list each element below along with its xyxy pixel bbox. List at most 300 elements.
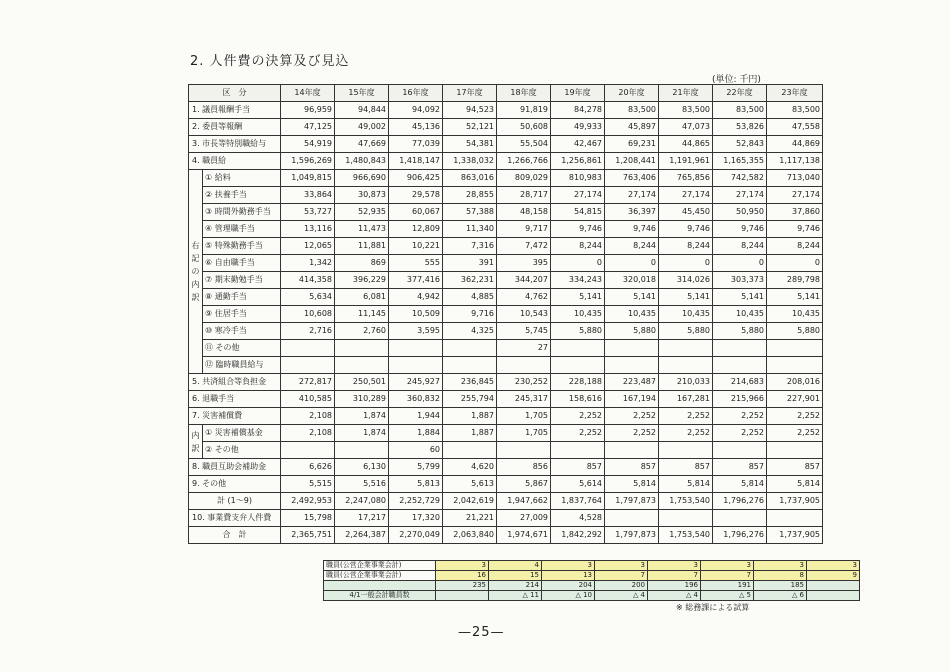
year-header: 23年度 bbox=[767, 85, 823, 102]
value-cell: 289,798 bbox=[767, 272, 823, 289]
value-cell: 10,435 bbox=[551, 306, 605, 323]
staff-value: △ 11 bbox=[489, 591, 542, 601]
value-cell bbox=[767, 510, 823, 527]
value-cell: 4,528 bbox=[551, 510, 605, 527]
value-cell: 4,885 bbox=[443, 289, 497, 306]
value-cell: 83,500 bbox=[713, 102, 767, 119]
value-cell: 5,141 bbox=[605, 289, 659, 306]
value-cell: 1,705 bbox=[497, 408, 551, 425]
value-cell: 1,947,662 bbox=[497, 493, 551, 510]
value-cell: 2,365,751 bbox=[281, 527, 335, 544]
value-cell: 17,217 bbox=[335, 510, 389, 527]
value-cell: 5,745 bbox=[497, 323, 551, 340]
value-cell: 2,252 bbox=[659, 408, 713, 425]
table-row bbox=[189, 136, 823, 153]
value-cell: 5,813 bbox=[389, 476, 443, 493]
value-cell: 9,746 bbox=[605, 221, 659, 238]
staff-label: 4/1一般会計職員数 bbox=[324, 591, 436, 601]
value-cell: 5,141 bbox=[551, 289, 605, 306]
value-cell: 11,881 bbox=[335, 238, 389, 255]
staff-value: 196 bbox=[648, 581, 701, 591]
value-cell bbox=[443, 340, 497, 357]
value-cell: 2,252 bbox=[659, 425, 713, 442]
value-cell: 45,450 bbox=[659, 204, 713, 221]
value-cell: 91,819 bbox=[497, 102, 551, 119]
value-cell: 1,266,766 bbox=[497, 153, 551, 170]
sub-row-label: ⑤ 特殊勤務手当 bbox=[203, 238, 281, 255]
staff-value: 16 bbox=[436, 571, 489, 581]
value-cell: 1,418,147 bbox=[389, 153, 443, 170]
value-cell: 1,887 bbox=[443, 408, 497, 425]
staff-value: 3 bbox=[595, 561, 648, 571]
staff-value: 7 bbox=[701, 571, 754, 581]
value-cell: 77,039 bbox=[389, 136, 443, 153]
value-cell: 0 bbox=[605, 255, 659, 272]
staff-value: 9 bbox=[807, 571, 860, 581]
row-label: 1. 議員報酬手当 bbox=[189, 102, 281, 119]
value-cell: 208,016 bbox=[767, 374, 823, 391]
sub-row-label: ② その他 bbox=[203, 442, 281, 459]
value-cell: 44,865 bbox=[659, 136, 713, 153]
value-cell: 857 bbox=[551, 459, 605, 476]
value-cell: 310,289 bbox=[335, 391, 389, 408]
value-cell: 1,165,355 bbox=[713, 153, 767, 170]
value-cell: 45,136 bbox=[389, 119, 443, 136]
value-cell: 555 bbox=[389, 255, 443, 272]
value-cell: 10,608 bbox=[281, 306, 335, 323]
value-cell: 53,727 bbox=[281, 204, 335, 221]
table-row bbox=[189, 323, 823, 340]
value-cell: 0 bbox=[767, 255, 823, 272]
year-header: 19年度 bbox=[551, 85, 605, 102]
value-cell: 28,717 bbox=[497, 187, 551, 204]
value-cell: 5,141 bbox=[713, 289, 767, 306]
value-cell: 230,252 bbox=[497, 374, 551, 391]
staff-label: 職員(公営企業事業会計) bbox=[324, 571, 436, 581]
value-cell: 966,690 bbox=[335, 170, 389, 187]
value-cell: 57,388 bbox=[443, 204, 497, 221]
value-cell: 414,358 bbox=[281, 272, 335, 289]
value-cell: 5,880 bbox=[767, 323, 823, 340]
value-cell: 1,842,292 bbox=[551, 527, 605, 544]
value-cell: 5,814 bbox=[659, 476, 713, 493]
value-cell: 30,873 bbox=[335, 187, 389, 204]
value-cell bbox=[659, 442, 713, 459]
year-header: 18年度 bbox=[497, 85, 551, 102]
table-row bbox=[189, 102, 823, 119]
value-cell: 13,116 bbox=[281, 221, 335, 238]
value-cell: 1,944 bbox=[389, 408, 443, 425]
value-cell: 1,974,671 bbox=[497, 527, 551, 544]
table-row bbox=[189, 340, 823, 357]
value-cell: 2,042,619 bbox=[443, 493, 497, 510]
value-cell: 713,040 bbox=[767, 170, 823, 187]
value-cell: 5,880 bbox=[605, 323, 659, 340]
value-cell: 1,191,961 bbox=[659, 153, 713, 170]
value-cell: 2,252 bbox=[605, 408, 659, 425]
row-label: 4. 職員給 bbox=[189, 153, 281, 170]
value-cell: 2,108 bbox=[281, 408, 335, 425]
value-cell: 15,798 bbox=[281, 510, 335, 527]
value-cell: 4,620 bbox=[443, 459, 497, 476]
value-cell: 2,063,840 bbox=[443, 527, 497, 544]
value-cell: 765,856 bbox=[659, 170, 713, 187]
sub-row-label: ⑨ 住居手当 bbox=[203, 306, 281, 323]
value-cell: 334,243 bbox=[551, 272, 605, 289]
value-cell bbox=[767, 340, 823, 357]
staff-value: △ 10 bbox=[542, 591, 595, 601]
value-cell: 410,585 bbox=[281, 391, 335, 408]
value-cell: 9,716 bbox=[443, 306, 497, 323]
value-cell: 0 bbox=[659, 255, 713, 272]
value-cell: 228,188 bbox=[551, 374, 605, 391]
value-cell bbox=[497, 357, 551, 374]
value-cell: 167,281 bbox=[659, 391, 713, 408]
value-cell: 810,983 bbox=[551, 170, 605, 187]
value-cell: 1,797,873 bbox=[605, 527, 659, 544]
row-label: 7. 災害補償費 bbox=[189, 408, 281, 425]
year-header: 14年度 bbox=[281, 85, 335, 102]
value-cell: 2,270,049 bbox=[389, 527, 443, 544]
value-cell: 4,325 bbox=[443, 323, 497, 340]
staff-row bbox=[324, 561, 860, 571]
value-cell bbox=[497, 442, 551, 459]
staff-label: 職員(公営企業事業会計) bbox=[324, 561, 436, 571]
value-cell: 3,595 bbox=[389, 323, 443, 340]
value-cell: 857 bbox=[605, 459, 659, 476]
value-cell: 869 bbox=[335, 255, 389, 272]
value-cell: 809,029 bbox=[497, 170, 551, 187]
table-row bbox=[189, 442, 823, 459]
value-cell: 53,826 bbox=[713, 119, 767, 136]
value-cell: 52,843 bbox=[713, 136, 767, 153]
value-cell: 69,231 bbox=[605, 136, 659, 153]
value-cell: 763,406 bbox=[605, 170, 659, 187]
table-row bbox=[189, 255, 823, 272]
page-title: 2. 人件費の決算及び見込 bbox=[190, 54, 350, 69]
year-header: 22年度 bbox=[713, 85, 767, 102]
year-header: 21年度 bbox=[659, 85, 713, 102]
staff-label bbox=[324, 581, 436, 591]
sub-row-label: ② 扶養手当 bbox=[203, 187, 281, 204]
value-cell: 8,244 bbox=[605, 238, 659, 255]
value-cell: 1,208,441 bbox=[605, 153, 659, 170]
value-cell: 1,596,269 bbox=[281, 153, 335, 170]
staff-value: 3 bbox=[648, 561, 701, 571]
value-cell: 1,049,815 bbox=[281, 170, 335, 187]
value-cell: 27,174 bbox=[605, 187, 659, 204]
value-cell: 2,760 bbox=[335, 323, 389, 340]
year-header: 16年度 bbox=[389, 85, 443, 102]
table-row bbox=[189, 119, 823, 136]
value-cell: 4,942 bbox=[389, 289, 443, 306]
table-row bbox=[189, 289, 823, 306]
value-cell: 396,229 bbox=[335, 272, 389, 289]
value-cell: 1,837,764 bbox=[551, 493, 605, 510]
value-cell bbox=[605, 510, 659, 527]
value-cell: 2,252 bbox=[605, 425, 659, 442]
value-cell bbox=[551, 357, 605, 374]
value-cell: 94,844 bbox=[335, 102, 389, 119]
value-cell bbox=[713, 357, 767, 374]
value-cell: 54,815 bbox=[551, 204, 605, 221]
table-row bbox=[189, 391, 823, 408]
table-row bbox=[189, 408, 823, 425]
staff-value bbox=[436, 591, 489, 601]
value-cell: 1,338,032 bbox=[443, 153, 497, 170]
value-cell: 5,141 bbox=[767, 289, 823, 306]
value-cell bbox=[443, 357, 497, 374]
value-cell bbox=[281, 442, 335, 459]
value-cell: 1,480,843 bbox=[335, 153, 389, 170]
value-cell: 9,746 bbox=[551, 221, 605, 238]
sub-row-label: ⑥ 自由職手当 bbox=[203, 255, 281, 272]
value-cell bbox=[389, 357, 443, 374]
year-header: 17年度 bbox=[443, 85, 497, 102]
sub-row-label: ⑫ 臨時職員給与 bbox=[203, 357, 281, 374]
table-row bbox=[189, 221, 823, 238]
value-cell: 1,342 bbox=[281, 255, 335, 272]
staff-value: 200 bbox=[595, 581, 648, 591]
value-cell: 27,009 bbox=[497, 510, 551, 527]
value-cell bbox=[659, 357, 713, 374]
staff-value: 191 bbox=[701, 581, 754, 591]
value-cell: 5,880 bbox=[659, 323, 713, 340]
value-cell: 1,737,905 bbox=[767, 493, 823, 510]
value-cell: 4,762 bbox=[497, 289, 551, 306]
table-row bbox=[189, 527, 823, 544]
value-cell: 360,832 bbox=[389, 391, 443, 408]
value-cell: 94,092 bbox=[389, 102, 443, 119]
value-cell: 5,516 bbox=[335, 476, 389, 493]
value-cell: 10,435 bbox=[605, 306, 659, 323]
value-cell bbox=[605, 340, 659, 357]
staff-row bbox=[324, 591, 860, 601]
value-cell: 1,797,873 bbox=[605, 493, 659, 510]
value-cell: 11,340 bbox=[443, 221, 497, 238]
sub-row-label: ⑧ 通勤手当 bbox=[203, 289, 281, 306]
value-cell bbox=[281, 340, 335, 357]
sub-row-label: ① 給料 bbox=[203, 170, 281, 187]
table-row bbox=[189, 476, 823, 493]
value-cell: 344,207 bbox=[497, 272, 551, 289]
value-cell: 27,174 bbox=[659, 187, 713, 204]
value-cell: 245,317 bbox=[497, 391, 551, 408]
value-cell: 391 bbox=[443, 255, 497, 272]
year-header: 20年度 bbox=[605, 85, 659, 102]
value-cell: 210,033 bbox=[659, 374, 713, 391]
value-cell: 21,221 bbox=[443, 510, 497, 527]
value-cell: 1,884 bbox=[389, 425, 443, 442]
value-cell: 2,108 bbox=[281, 425, 335, 442]
value-cell: 11,145 bbox=[335, 306, 389, 323]
sub-row-label: ⑩ 寒冷手当 bbox=[203, 323, 281, 340]
value-cell bbox=[659, 340, 713, 357]
value-cell: 377,416 bbox=[389, 272, 443, 289]
value-cell bbox=[335, 340, 389, 357]
row-label: 3. 市長等特別職給与 bbox=[189, 136, 281, 153]
value-cell: 83,500 bbox=[605, 102, 659, 119]
value-cell: 314,026 bbox=[659, 272, 713, 289]
value-cell: 255,794 bbox=[443, 391, 497, 408]
value-cell: 9,717 bbox=[497, 221, 551, 238]
value-cell: 6,626 bbox=[281, 459, 335, 476]
staff-value: △ 4 bbox=[648, 591, 701, 601]
row-label: 10. 事業費支弁人件費 bbox=[189, 510, 281, 527]
value-cell bbox=[713, 340, 767, 357]
row-label: 8. 職員互助会補助金 bbox=[189, 459, 281, 476]
value-cell: 36,397 bbox=[605, 204, 659, 221]
value-cell: 45,897 bbox=[605, 119, 659, 136]
page-number: —25— bbox=[458, 625, 505, 640]
value-cell: 223,487 bbox=[605, 374, 659, 391]
value-cell: 1,796,276 bbox=[713, 527, 767, 544]
value-cell: 42,467 bbox=[551, 136, 605, 153]
row-label: 5. 共済組合等負担金 bbox=[189, 374, 281, 391]
value-cell: 55,504 bbox=[497, 136, 551, 153]
value-cell: 10,435 bbox=[713, 306, 767, 323]
table-row bbox=[189, 357, 823, 374]
table-row bbox=[189, 170, 823, 187]
value-cell: 52,935 bbox=[335, 204, 389, 221]
staff-row bbox=[324, 571, 860, 581]
value-cell: 50,950 bbox=[713, 204, 767, 221]
row-label: 9. その他 bbox=[189, 476, 281, 493]
unit-label: (単位: 千円) bbox=[712, 75, 761, 85]
value-cell: 9,746 bbox=[659, 221, 713, 238]
sub-row-label: ⑦ 期末勤勉手当 bbox=[203, 272, 281, 289]
value-cell: 1,737,905 bbox=[767, 527, 823, 544]
value-cell: 857 bbox=[713, 459, 767, 476]
staff-count-table bbox=[323, 560, 860, 601]
value-cell bbox=[335, 357, 389, 374]
value-cell: 44,869 bbox=[767, 136, 823, 153]
value-cell bbox=[659, 510, 713, 527]
value-cell: 856 bbox=[497, 459, 551, 476]
row-label: 合 計 bbox=[189, 527, 281, 544]
value-cell: 47,125 bbox=[281, 119, 335, 136]
value-cell: 10,509 bbox=[389, 306, 443, 323]
value-cell: 320,018 bbox=[605, 272, 659, 289]
value-cell: 5,613 bbox=[443, 476, 497, 493]
table-row bbox=[189, 459, 823, 476]
value-cell: 1,753,540 bbox=[659, 527, 713, 544]
value-cell: 11,473 bbox=[335, 221, 389, 238]
value-cell: 33,864 bbox=[281, 187, 335, 204]
staff-row bbox=[324, 581, 860, 591]
staff-value: △ 5 bbox=[701, 591, 754, 601]
value-cell: 2,264,387 bbox=[335, 527, 389, 544]
value-cell bbox=[767, 357, 823, 374]
value-cell bbox=[335, 442, 389, 459]
value-cell: 60 bbox=[389, 442, 443, 459]
staff-value: 7 bbox=[648, 571, 701, 581]
value-cell: 54,381 bbox=[443, 136, 497, 153]
sub-row-label: ① 災害補償基金 bbox=[203, 425, 281, 442]
value-cell: 28,855 bbox=[443, 187, 497, 204]
value-cell: 245,927 bbox=[389, 374, 443, 391]
value-cell: 29,578 bbox=[389, 187, 443, 204]
staff-value: 3 bbox=[754, 561, 807, 571]
value-cell: 227,901 bbox=[767, 391, 823, 408]
value-cell: 1,874 bbox=[335, 425, 389, 442]
staff-value: 185 bbox=[754, 581, 807, 591]
value-cell: 362,231 bbox=[443, 272, 497, 289]
value-cell: 52,121 bbox=[443, 119, 497, 136]
value-cell: 5,634 bbox=[281, 289, 335, 306]
value-cell bbox=[551, 340, 605, 357]
staff-value: 204 bbox=[542, 581, 595, 591]
staff-value: 7 bbox=[595, 571, 648, 581]
value-cell: 5,814 bbox=[605, 476, 659, 493]
value-cell: 27,174 bbox=[551, 187, 605, 204]
value-cell: 1,887 bbox=[443, 425, 497, 442]
row-label: 計 (1〜9) bbox=[189, 493, 281, 510]
table-row bbox=[189, 306, 823, 323]
value-cell: 10,435 bbox=[659, 306, 713, 323]
value-cell: 5,814 bbox=[767, 476, 823, 493]
value-cell bbox=[605, 357, 659, 374]
value-cell: 7,472 bbox=[497, 238, 551, 255]
value-cell bbox=[713, 510, 767, 527]
value-cell: 17,320 bbox=[389, 510, 443, 527]
value-cell: 0 bbox=[713, 255, 767, 272]
value-cell: 6,081 bbox=[335, 289, 389, 306]
value-cell bbox=[281, 357, 335, 374]
header-row bbox=[189, 85, 823, 102]
value-cell: 1,117,138 bbox=[767, 153, 823, 170]
staff-value: 8 bbox=[754, 571, 807, 581]
table-row bbox=[189, 238, 823, 255]
value-cell: 9,746 bbox=[713, 221, 767, 238]
value-cell: 94,523 bbox=[443, 102, 497, 119]
value-cell: 49,933 bbox=[551, 119, 605, 136]
value-cell: 2,492,953 bbox=[281, 493, 335, 510]
value-cell: 2,247,080 bbox=[335, 493, 389, 510]
value-cell: 50,608 bbox=[497, 119, 551, 136]
staff-value: 4 bbox=[489, 561, 542, 571]
value-cell: 49,002 bbox=[335, 119, 389, 136]
value-cell: 857 bbox=[767, 459, 823, 476]
table-row bbox=[189, 510, 823, 527]
value-cell: 47,669 bbox=[335, 136, 389, 153]
value-cell: 9,746 bbox=[767, 221, 823, 238]
staff-value: 13 bbox=[542, 571, 595, 581]
value-cell: 5,614 bbox=[551, 476, 605, 493]
value-cell: 250,501 bbox=[335, 374, 389, 391]
value-cell: 10,435 bbox=[767, 306, 823, 323]
value-cell: 83,500 bbox=[767, 102, 823, 119]
value-cell: 7,316 bbox=[443, 238, 497, 255]
value-cell: 2,252 bbox=[713, 425, 767, 442]
staff-value: 15 bbox=[489, 571, 542, 581]
staff-value: 3 bbox=[542, 561, 595, 571]
value-cell: 8,244 bbox=[713, 238, 767, 255]
value-cell: 27,174 bbox=[713, 187, 767, 204]
table-row bbox=[189, 374, 823, 391]
value-cell: 1,705 bbox=[497, 425, 551, 442]
staff-value: 3 bbox=[807, 561, 860, 571]
value-cell: 8,244 bbox=[659, 238, 713, 255]
value-cell: 215,966 bbox=[713, 391, 767, 408]
value-cell: 12,065 bbox=[281, 238, 335, 255]
group-side-label: 内訳 bbox=[189, 425, 203, 459]
value-cell: 863,016 bbox=[443, 170, 497, 187]
value-cell: 2,252 bbox=[551, 408, 605, 425]
value-cell: 5,141 bbox=[659, 289, 713, 306]
value-cell: 1,796,276 bbox=[713, 493, 767, 510]
value-cell bbox=[551, 442, 605, 459]
